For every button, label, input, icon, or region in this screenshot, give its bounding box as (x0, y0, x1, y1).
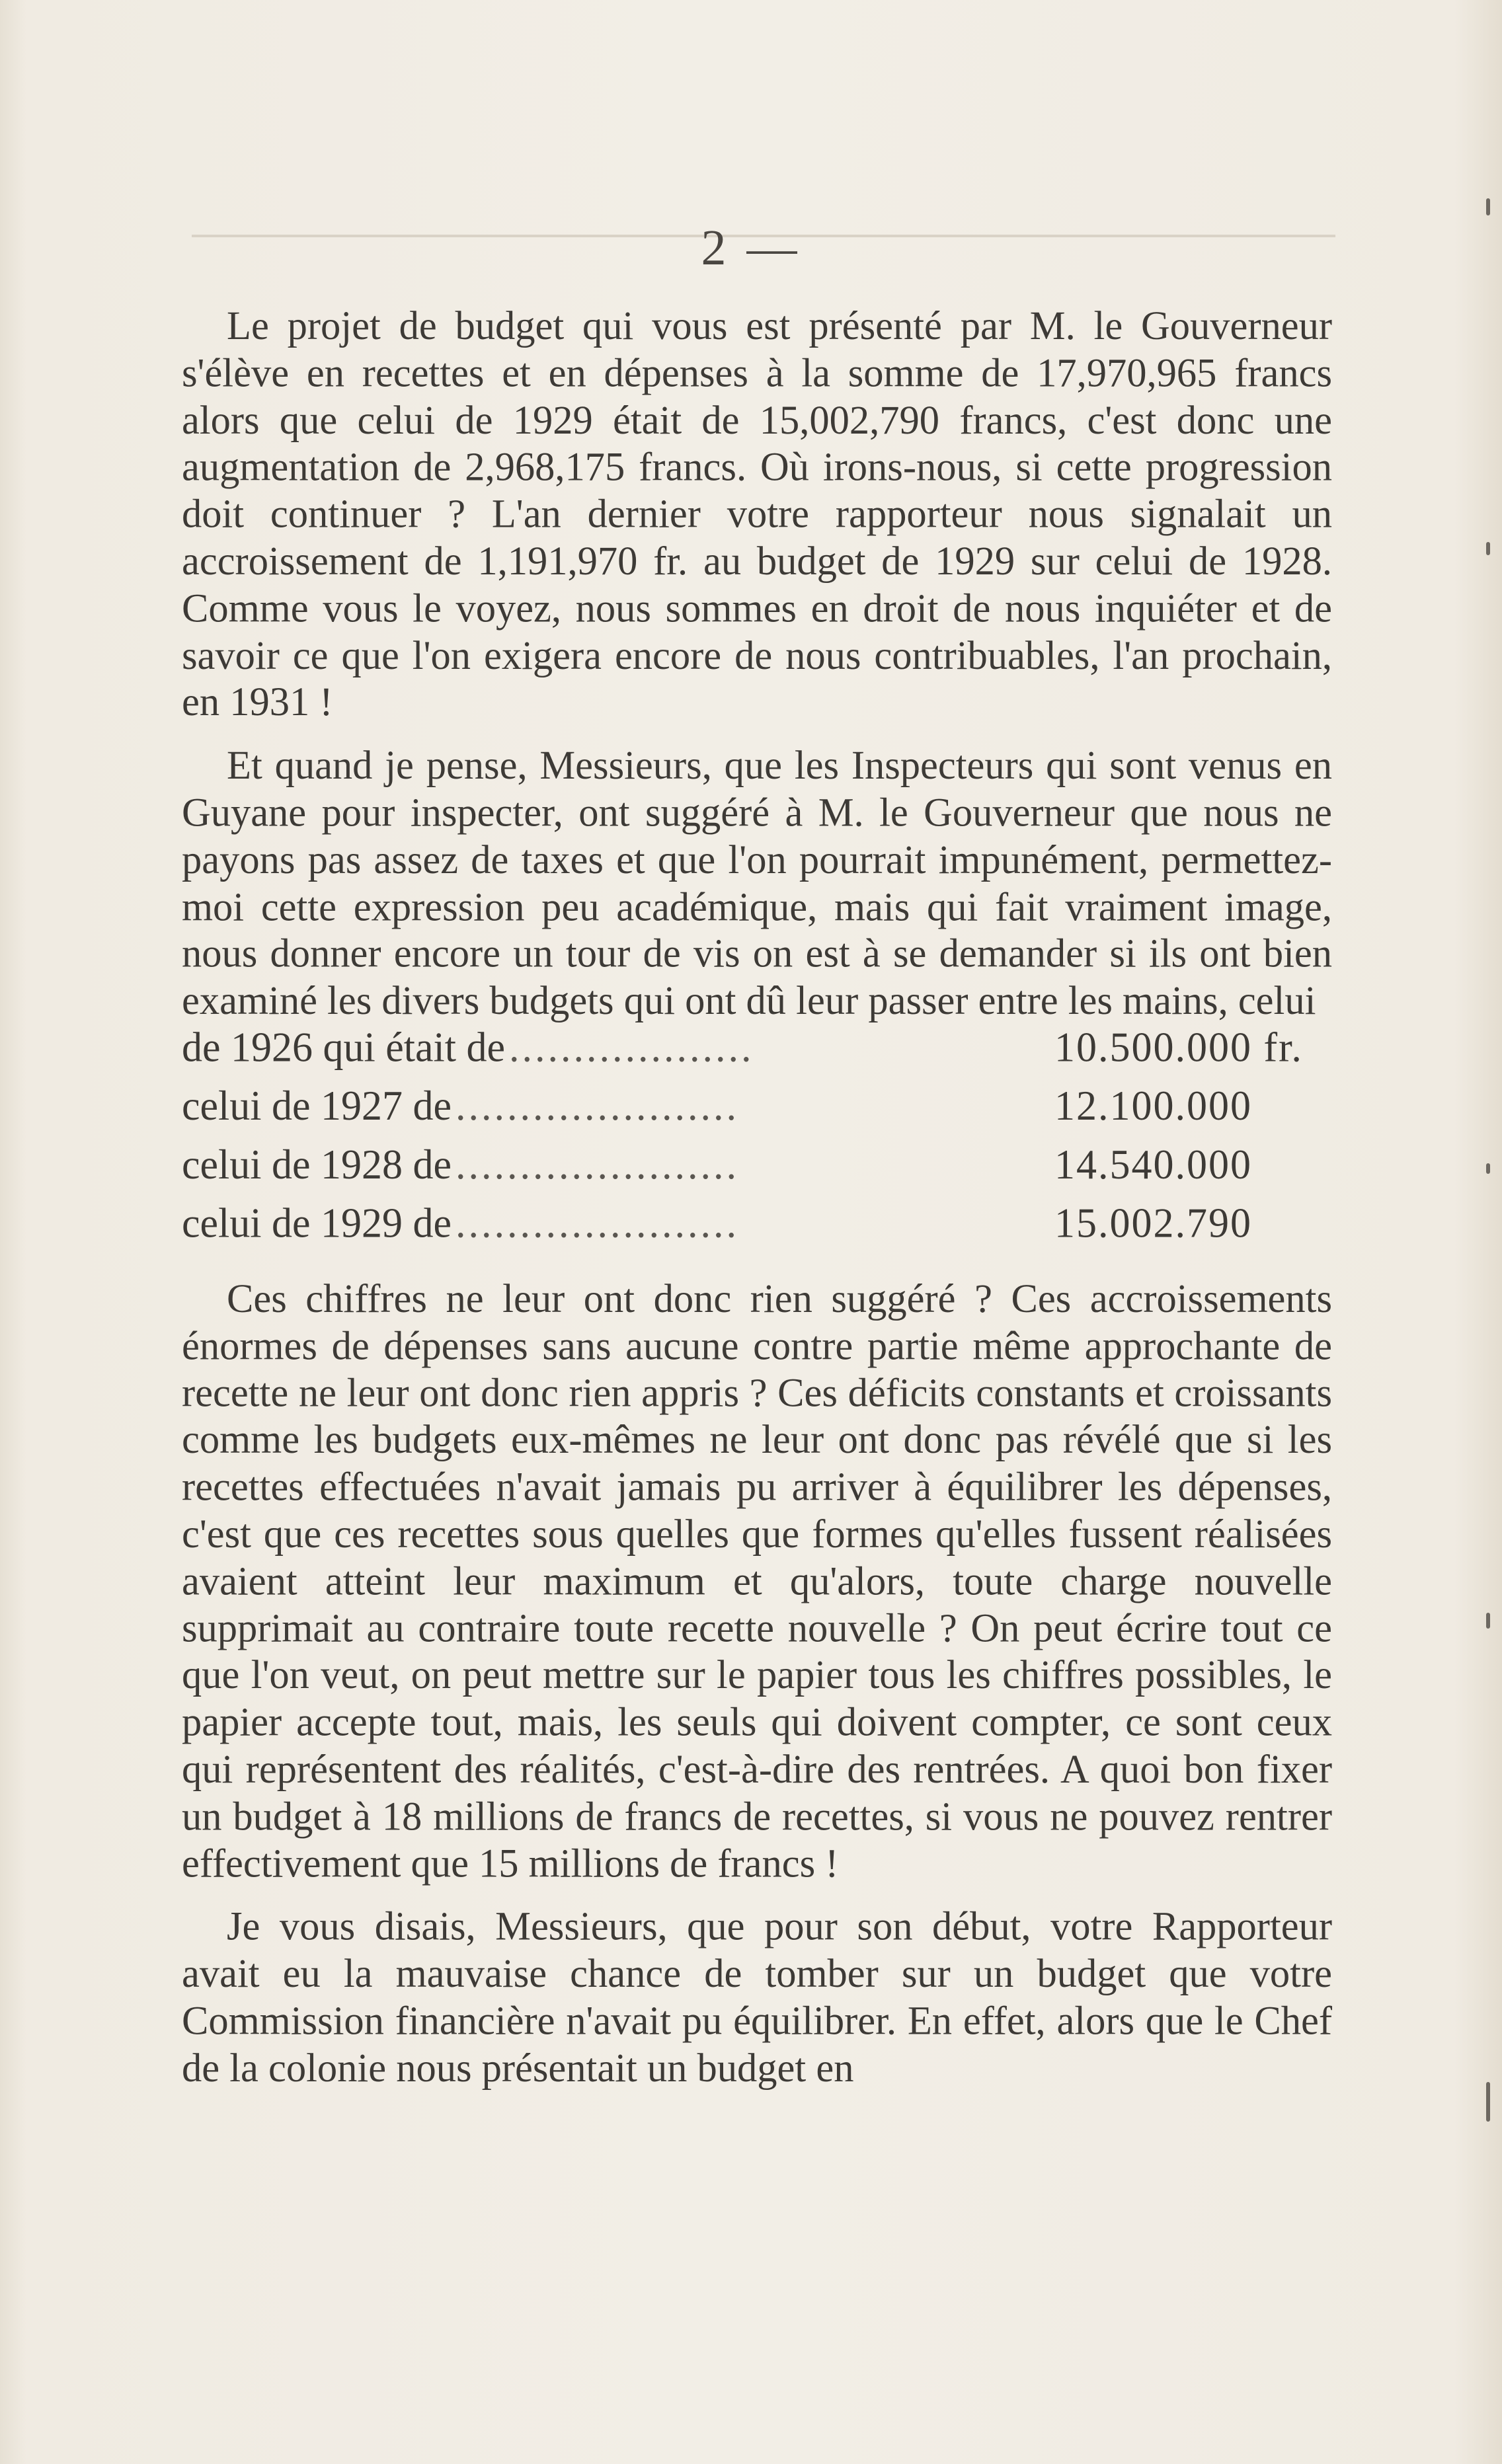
dot-leader: ...................... (455, 1083, 740, 1130)
budget-row-1928 (182, 1142, 1332, 1201)
budget-row-1929 (182, 1201, 1332, 1260)
budget-row-1927 (182, 1083, 1332, 1142)
body-text (182, 303, 1332, 2092)
paragraph-rapporteur: Je vous disais, Messieurs, que pour son début, votre Rapporteur avait eu la mauvaise chance de tomber sur un budget que votre Commission financière n'avait pu équilibrer. En effet, alors que le Chef de la colonie nous présentait un budget en (182, 1904, 1332, 2091)
paragraph-budget-intro: Le projet de budget qui vous est présenté par M. le Gouverneur s'élève en recettes et en dépenses à la somme de 17,970,965 francs alors que celui de 1929 était de 15,002,790 francs, c'est donc une augmentation de 2,968,175 francs. Où irons-nous, si cette progression doit continuer ? L'an dernier votre rapporteur nous signalait un accroissement de 1,191,970 fr. au budget de 1929 sur celui de 1928. Comme vous le voyez, nous sommes en droit de nous inquiéter et de savoir ce que l'on exigera encore de nous contribuables, l'an prochain, en 1931 ! (182, 303, 1332, 725)
budget-row-amount: 12.100.000 (1054, 1083, 1252, 1130)
paragraph-figures-question: Ces chiffres ne leur ont donc rien suggéré ? Ces accroissements énormes de dépenses sans aucune contre partie même approchante de recette ne leur ont donc rien appris ? Ces déficits constants et croissants comme les budgets eux-mêmes ne leur ont donc pas révélé que si les recettes effectuées n'avait jamais pu arriver à équilibrer les dépenses, c'est que ces recettes sous quelles que formes qu'elles fussent réalisées avaient atteint leur maximum et qu'alors, toute charge nouvelle supprimait au contraire toute recette nouvelle ? On peut écrire tout ce que l'on veut, on peut mettre sur le papier tous les chiffres possibles, le papier accepte tout, mais, les seuls qui doivent compter, ce sont ceux qui représentent des réalités, c'est-à-dire des rentrées. A quoi bon fixer un budget à 18 millions de francs de recettes, si vous ne pouvez rentrer effectivement que 15 millions de francs ! (182, 1276, 1332, 1886)
budget-row-label: celui de 1928 de (182, 1141, 452, 1188)
margin-speck (1486, 1163, 1490, 1174)
paragraph-inspectors: Et quand je pense, Messieurs, que les Inspecteurs qui sont venus en Guyane pour inspecter, ont suggéré à M. le Gouverneur que nous ne payons pas assez de taxes et que l'on pourrait impunément, permettez-moi cette expression peu académique, mais qui fait vraiment image, nous donner encore un tour de vis on est à se demander si ils ont bien examiné les divers budgets qui ont dû leur passer entre les mains, celui (182, 743, 1332, 1024)
budget-row-amount: 14.540.000 (1054, 1141, 1252, 1188)
margin-speck (1486, 1613, 1490, 1629)
budget-history-table (182, 1024, 1332, 1259)
page-number: 2 — (701, 220, 801, 276)
budget-row-label: de 1926 qui était de (182, 1024, 505, 1071)
dot-leader: ................... (508, 1024, 754, 1071)
budget-row-label: celui de 1929 de (182, 1200, 452, 1247)
margin-speck (1486, 198, 1490, 215)
budget-row-1926 (182, 1024, 1332, 1083)
budget-row-amount: 10.500.000 fr. (1054, 1024, 1303, 1071)
budget-row-label: celui de 1927 de (182, 1083, 452, 1130)
dot-leader: ...................... (455, 1200, 740, 1247)
dot-leader: ...................... (455, 1141, 740, 1188)
budget-row-amount: 15.002.790 (1054, 1200, 1252, 1247)
margin-speck (1486, 542, 1490, 555)
margin-speck (1486, 2082, 1490, 2122)
